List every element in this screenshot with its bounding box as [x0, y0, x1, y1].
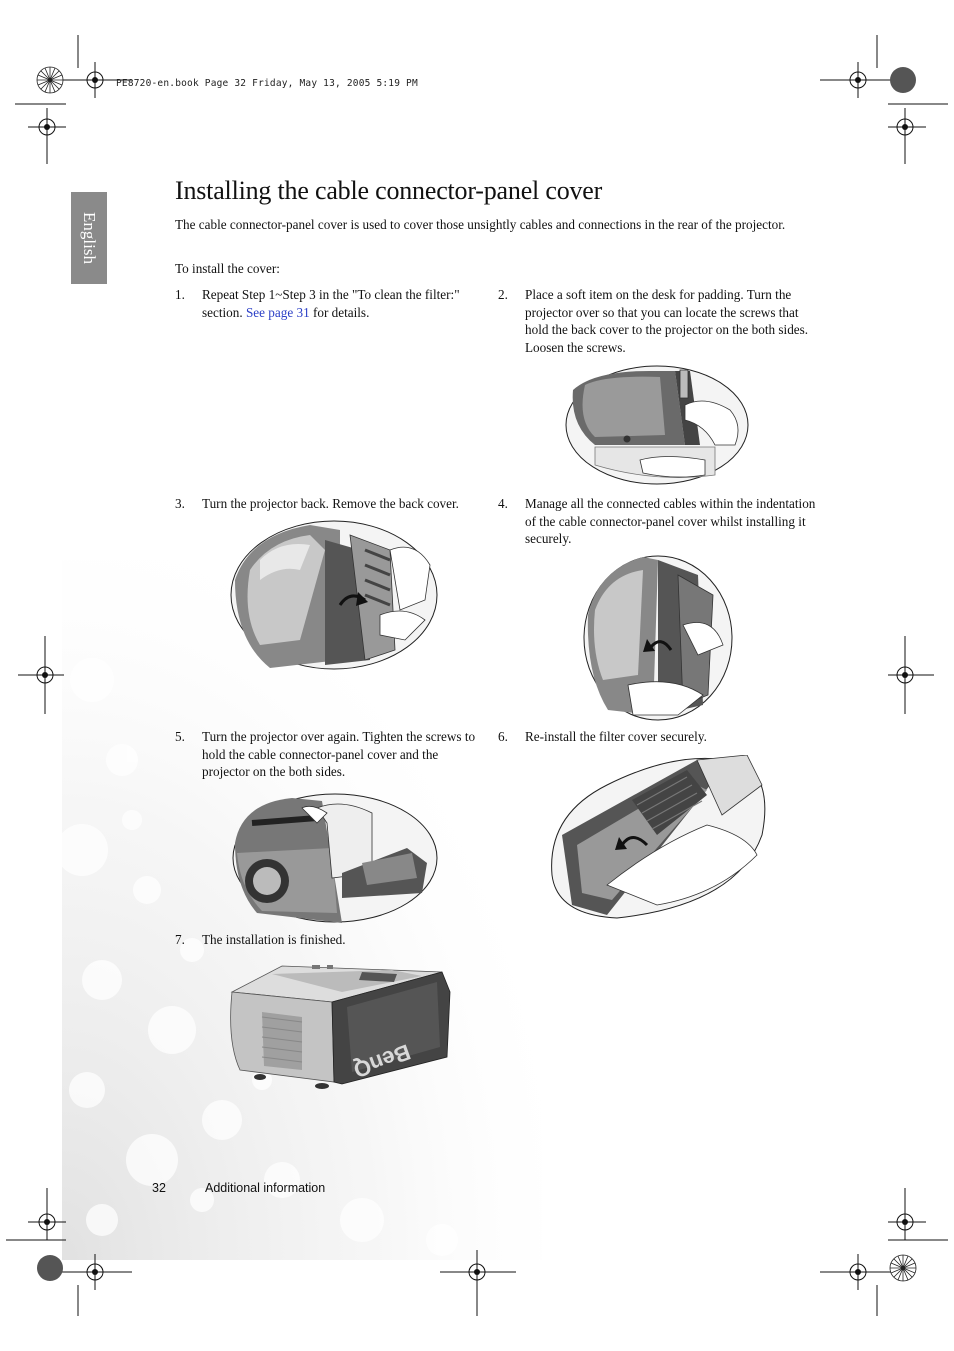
- page-number: 32: [152, 1181, 166, 1195]
- step-4-illustration: [583, 555, 733, 722]
- step-number: 2.: [498, 287, 508, 302]
- step-number: 3.: [175, 496, 185, 511]
- step-number: 4.: [498, 496, 508, 511]
- step-text: Place a soft item on the desk for padding. Turn the projector over so that you can locate the screws that hold the back cover to the projector on the both sides. Loosen the screws.: [525, 287, 809, 355]
- step-7-illustration: [222, 962, 452, 1092]
- page-link[interactable]: See page 31: [245, 304, 310, 320]
- step-number: 5.: [175, 729, 185, 744]
- footer-section: Additional information: [205, 1181, 326, 1195]
- page-title: Installing the cable connector-panel cover: [175, 176, 603, 205]
- brand-logo: BenQ: [350, 1039, 414, 1083]
- print-header: PE8720-en.book Page 32 Friday, May 13, 2005 5:19 PM: [116, 78, 418, 89]
- step-3-illustration: [230, 520, 438, 670]
- step-5-illustration: [232, 793, 438, 923]
- step-text: The installation is finished.: [202, 932, 346, 947]
- step-number: 7.: [175, 932, 185, 947]
- step-text: Manage all the connected cables within the indentation of the cable connector-panel cover whilst installing it securely.: [525, 496, 816, 547]
- step-2-illustration: [565, 365, 750, 485]
- lead-in: To install the cover:: [175, 261, 280, 276]
- step-text: Turn the projector back. Remove the back cover.: [202, 496, 459, 511]
- step-text: Re-install the filter cover securely.: [525, 729, 707, 744]
- step-text: Turn the projector over again. Tighten the screws to hold the cable connector-panel cover and the projector on the both sides.: [202, 729, 476, 780]
- intro-paragraph: The cable connector-panel cover is used to cover those unsightly cables and connections in the rear of the projector.: [175, 217, 786, 232]
- language-tab: [71, 192, 107, 284]
- step-6-illustration: [547, 755, 769, 920]
- step-text: Repeat Step 1~Step 3 in the "To clean the filter:" section. See page 31 for details.: [202, 287, 460, 320]
- step-number: 6.: [498, 729, 508, 744]
- step-number: 1.: [175, 287, 185, 302]
- language-tab-label: English: [80, 212, 99, 264]
